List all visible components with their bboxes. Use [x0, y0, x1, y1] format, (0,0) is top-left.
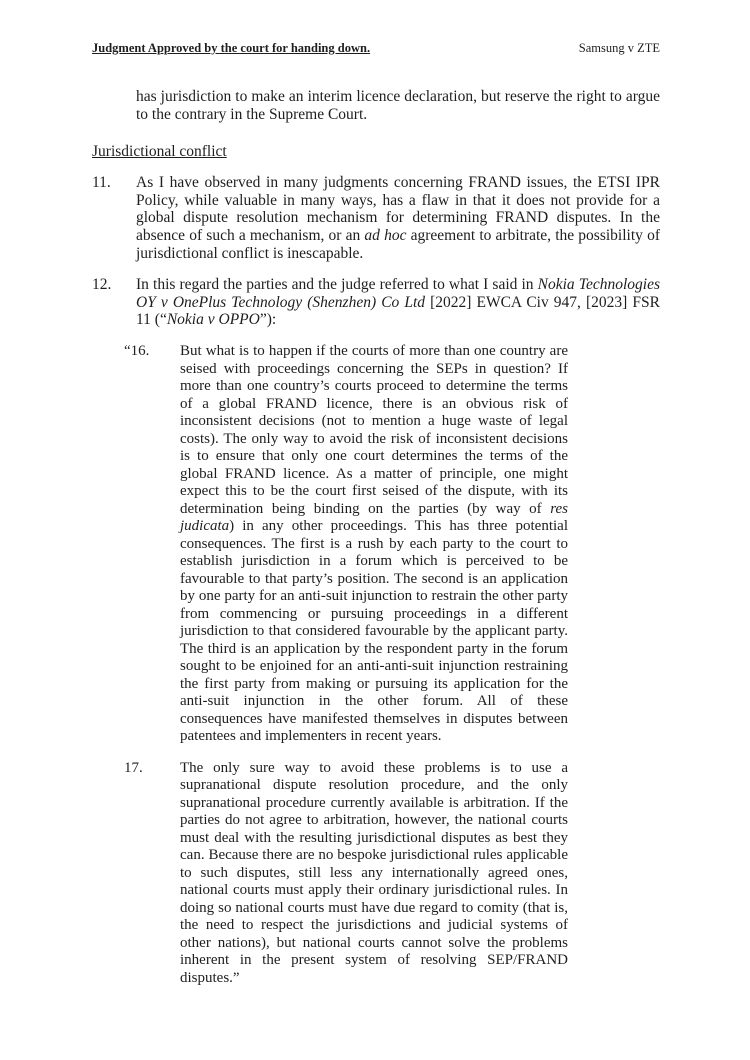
- continuation-paragraph: has jurisdiction to make an interim licence declaration, but reserve the right to argue to the contrary in the Supreme Court.: [136, 88, 660, 124]
- approval-notice: Judgment Approved by the court for handing down.: [92, 41, 371, 55]
- paragraph-text: In this regard the parties and the judge referred to what I said in Nokia Technologies OY v OnePlus Technology (Shenzhen) Co Ltd [2022] EWCA Civ 947, [2023] FSR 11 (“Nokia v OPPO”):: [136, 275, 660, 329]
- page-header: [92, 41, 660, 55]
- document-body: [92, 88, 660, 987]
- section-heading: Jurisdictional conflict: [92, 142, 227, 160]
- case-name: Samsung v ZTE: [578, 41, 660, 55]
- paragraph-number: 12.: [92, 275, 112, 293]
- block-quote: [124, 343, 568, 987]
- paragraph-12: [92, 276, 660, 329]
- paragraph-11: [92, 174, 660, 263]
- quote-paragraph-17: [124, 759, 568, 988]
- quote-paragraph-text: The only sure way to avoid these problems is to use a supranational dispute resolution procedure, and the only supranational procedure currently available is arbitration. If the parties do not agree to arbitration, however, the national courts must deal with the resulting jurisdictional disputes as best they can. Because there are no bespoke jurisdictional rules applicable to such disputes, still less any internationally agreed ones, national courts must apply their ordinary jurisdictional rules. In doing so national courts must have due regard to comity (that is, the need to respect the jurisdictions and judicial systems of other nations), but national courts cannot solve the problems inherent in the present system of resolving SEP/FRAND disputes.”: [180, 759, 568, 986]
- quote-paragraph-text: But what is to happen if the courts of more than one country are seised with proceedings concerning the SEPs in question? If more than one country’s courts proceed to determine the terms of a global FRAND licence, there is an obvious risk of inconsistent decisions (not to mention a huge waste of legal costs). The only way to avoid the risk of inconsistent decisions is to ensure that only one court determines the terms of the global FRAND licence. As a matter of principle, one might expect this to be the court first seised of the dispute, with its determination being binding on the parties (by way of res judicata) in any other proceedings. This has three potential consequences. The first is a rush by each party to the court to establish jurisdiction in a forum which is perceived to be favourable to that party’s position. The second is an application by one party for an anti-suit injunction to restrain the other party from commencing or pursuing proceedings in a different jurisdiction to that considered favourable by the applicant party. The third is an application by the respondent party in the forum sought to be enjoined for an anti-anti-suit injunction restraining the first party from making or pursuing its application for the anti-suit injunction in the other forum. All of these consequences have manifested themselves in disputes between patentees and implementers in recent years.: [180, 343, 568, 745]
- quote-paragraph-number: “16.: [124, 343, 150, 360]
- quote-paragraph-number: 17.: [124, 759, 143, 776]
- quote-paragraph-16: [124, 343, 568, 746]
- paragraph-text: As I have observed in many judgments concerning FRAND issues, the ETSI IPR Policy, while valuable in many ways, has a flaw in that it does not provide for a global dispute resolution mechanism for determining FRAND disputes. In the absence of such a mechanism, or an ad hoc agreement to arbitrate, the possibility of jurisdictional conflict is inescapable.: [136, 173, 660, 262]
- paragraph-number: 11.: [92, 173, 111, 191]
